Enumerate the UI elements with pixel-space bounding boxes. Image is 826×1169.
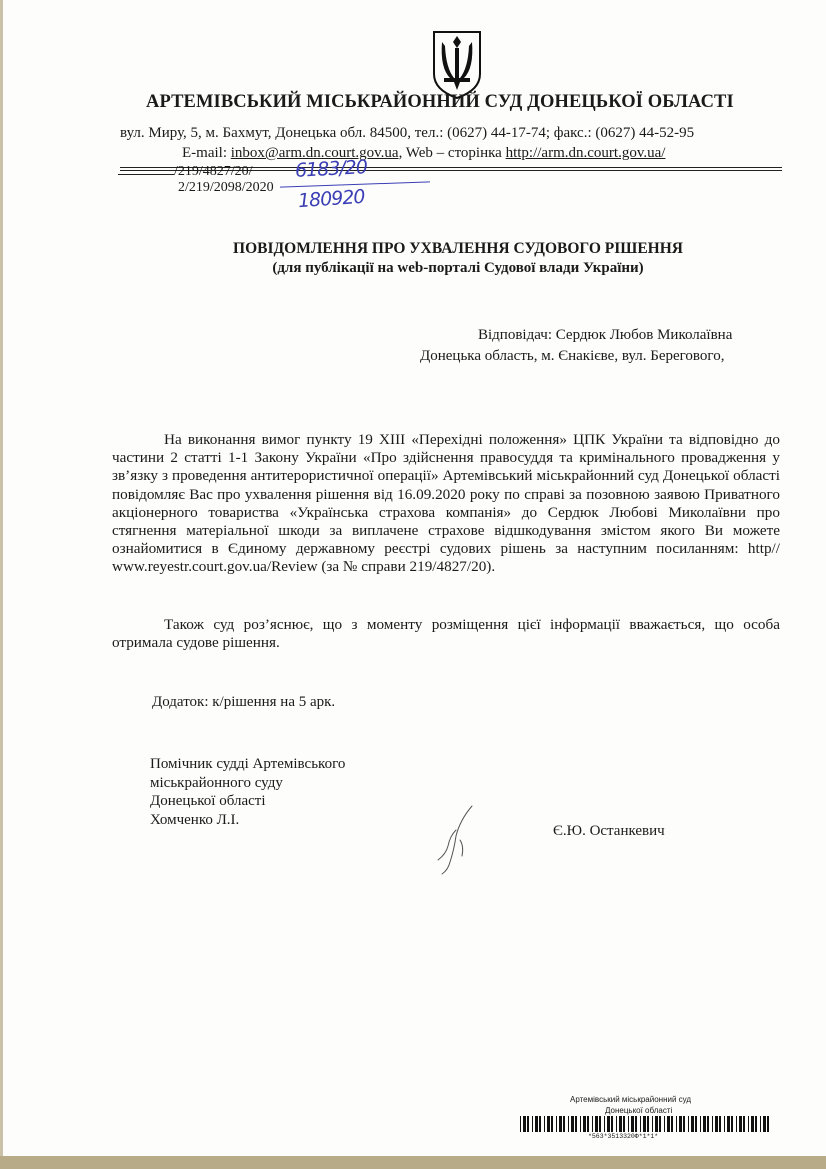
notice-title: ПОВІДОМЛЕННЯ ПРО УХВАЛЕННЯ СУДОВОГО РІШЕННЯ [233, 240, 683, 257]
signer-block [150, 755, 345, 829]
signatory-name: Є.Ю. Останкевич [553, 823, 665, 839]
email-link: inbox@arm.dn.court.gov.ua [230, 145, 399, 161]
registry-stamp-court: Артемівський міськрайонний суд [570, 1095, 692, 1104]
scan-edge-bottom [0, 1156, 826, 1169]
case-reference-1-text: /219/4827/20/ [174, 164, 253, 179]
signer-name: Хомченко Л.І. [150, 811, 240, 828]
defendant-name: Відповідач: Сердюк Любов Миколаївна [478, 327, 733, 343]
notice-subtitle: (для публікації на web-порталі Судової влади України) [272, 260, 644, 276]
signer-title-line-1: Помічник судді Артемівського [150, 756, 346, 772]
court-name: АРТЕМІВСЬКИЙ МІСЬКРАЙОННИЙ СУД ДОНЕЦЬКОЇ ОБЛАСТІ [146, 92, 734, 112]
registry-stamp-region: Донецької області [605, 1106, 673, 1115]
court-contacts [182, 145, 665, 162]
web-label: , Web – сторінка [398, 145, 506, 161]
defendant-address: Донецька область, м. Єнакієве, вул. Берегового, [420, 348, 725, 364]
body-paragraph-1: На виконання вимог пункту 19 XIII «Перехідні положення» ЦПК України та відповідно до частини 2 статті 1-1 Закону України «Про здійснення правосуддя та кримінального провадження у зв’язку з проведення антитерористичної операції» Артемівський міськрайонний суд Донецької області повідомляє Вас про ухвалення рішення від 16.09.2020 року по справі за позовною заявою Приватного акціонерного товариства «Українська страхова компанія» до Сердюк Любові Миколаївни про стягнення матеріальної шкоди за виплачене страхове відшкодування змістом якого Ви можете ознайомитися в Єдиному державному реєстрі судових рішень за наступним посиланням: http// www.reyestr.court.gov.ua/Review (за № справи 219/4827/20). [112, 431, 780, 576]
case-reference-1 [118, 162, 253, 180]
body-paragraph-2: Також суд роз’яснює, що з моменту розміщення цієї інформації вважається, що особа отримала судове рішення. [112, 616, 780, 652]
handwritten-registration-number: 6183/20 [294, 156, 368, 182]
case-reference-2: 2/219/2098/2020 [178, 180, 274, 195]
attachment-note: Додаток: к/рішення на 5 арк. [152, 694, 336, 710]
signer-title-line-2: міськрайонного суду [150, 774, 283, 791]
email-label: E-mail: [182, 145, 231, 161]
scan-edge-left [0, 0, 3, 1169]
barcode-text: *563*3513320Ф*1*1* [588, 1133, 659, 1140]
handwritten-signature-icon [420, 800, 500, 880]
web-link: http://arm.dn.court.gov.ua/ [505, 145, 666, 161]
trident-emblem-icon [430, 28, 484, 100]
signer-title-line-3: Донецької області [150, 793, 266, 809]
court-address: вул. Миру, 5, м. Бахмут, Донецька обл. 84500, тел.: (0627) 44-17-74; факс.: (0627) 44-52-95 [120, 125, 695, 141]
handwritten-registration-date: 180920 [297, 185, 366, 213]
ref-blank-line [118, 162, 174, 175]
barcode [520, 1116, 772, 1132]
